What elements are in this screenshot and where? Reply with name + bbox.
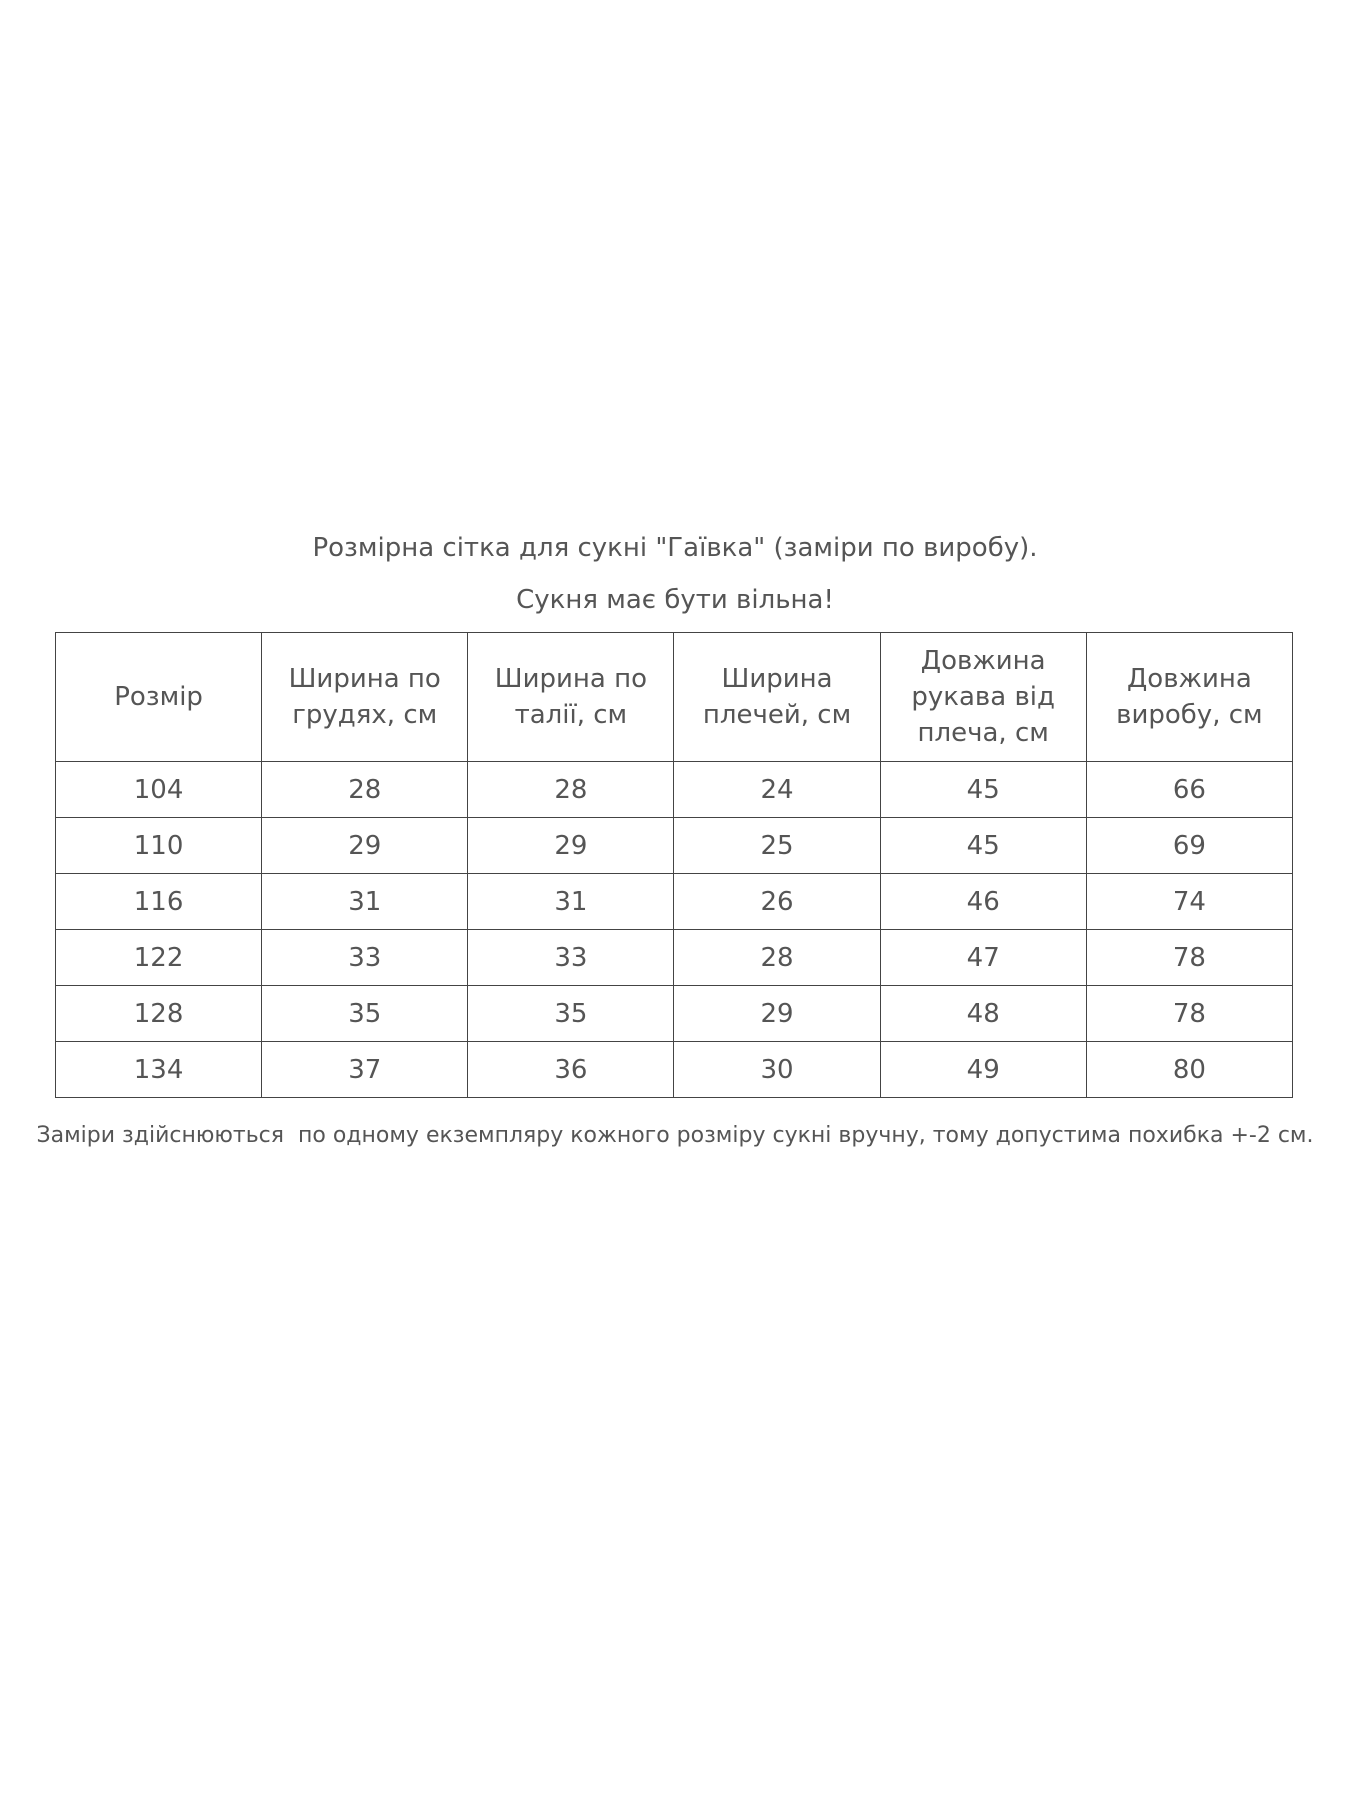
table-row (56, 818, 1293, 874)
table-cell: 49 (880, 1042, 1086, 1098)
table-cell: 33 (468, 930, 674, 986)
table-cell: 69 (1086, 818, 1292, 874)
table-cell: 78 (1086, 930, 1292, 986)
table-row (56, 1042, 1293, 1098)
table-cell: 46 (880, 874, 1086, 930)
table-cell: 28 (262, 762, 468, 818)
table-cell: 45 (880, 818, 1086, 874)
header-chest-width: Ширина по грудях, см (262, 633, 468, 762)
page-subtitle: Сукня має бути вільна! (516, 585, 834, 615)
table-cell: 28 (468, 762, 674, 818)
measurement-note: Заміри здійснюються по одному екземпляру кожного розміру сукні вручну, тому допустима похибка +-2 см. (36, 1123, 1314, 1148)
table-cell: 78 (1086, 986, 1292, 1042)
table-cell: 116 (56, 874, 262, 930)
table-cell: 110 (56, 818, 262, 874)
table-cell: 30 (674, 1042, 880, 1098)
table-cell: 31 (262, 874, 468, 930)
table-cell: 128 (56, 986, 262, 1042)
header-shoulder-width: Ширина плечей, см (674, 633, 880, 762)
table-cell: 25 (674, 818, 880, 874)
header-waist-width: Ширина по талії, см (468, 633, 674, 762)
table-cell: 35 (468, 986, 674, 1042)
table-cell: 47 (880, 930, 1086, 986)
table-header-row (56, 633, 1293, 762)
table-row (56, 762, 1293, 818)
table-cell: 29 (262, 818, 468, 874)
table-cell: 122 (56, 930, 262, 986)
table-cell: 33 (262, 930, 468, 986)
table-row (56, 986, 1293, 1042)
table-cell: 28 (674, 930, 880, 986)
table-cell: 104 (56, 762, 262, 818)
table-cell: 45 (880, 762, 1086, 818)
page-title: Розмірна сітка для сукні "Гаївка" (заміри по виробу). (312, 533, 1038, 563)
table-cell: 29 (674, 986, 880, 1042)
table-cell: 37 (262, 1042, 468, 1098)
table-cell: 66 (1086, 762, 1292, 818)
table-cell: 80 (1086, 1042, 1292, 1098)
header-sleeve-length: Довжина рукава від плеча, см (880, 633, 1086, 762)
header-garment-length: Довжина виробу, см (1086, 633, 1292, 762)
header-size: Розмір (56, 633, 262, 762)
table-cell: 74 (1086, 874, 1292, 930)
table-cell: 31 (468, 874, 674, 930)
table-cell: 35 (262, 986, 468, 1042)
table-row (56, 874, 1293, 930)
table-cell: 26 (674, 874, 880, 930)
table-cell: 36 (468, 1042, 674, 1098)
table-row (56, 930, 1293, 986)
table-cell: 134 (56, 1042, 262, 1098)
table-cell: 24 (674, 762, 880, 818)
table-cell: 29 (468, 818, 674, 874)
table-cell: 48 (880, 986, 1086, 1042)
size-chart-table (55, 632, 1293, 1098)
